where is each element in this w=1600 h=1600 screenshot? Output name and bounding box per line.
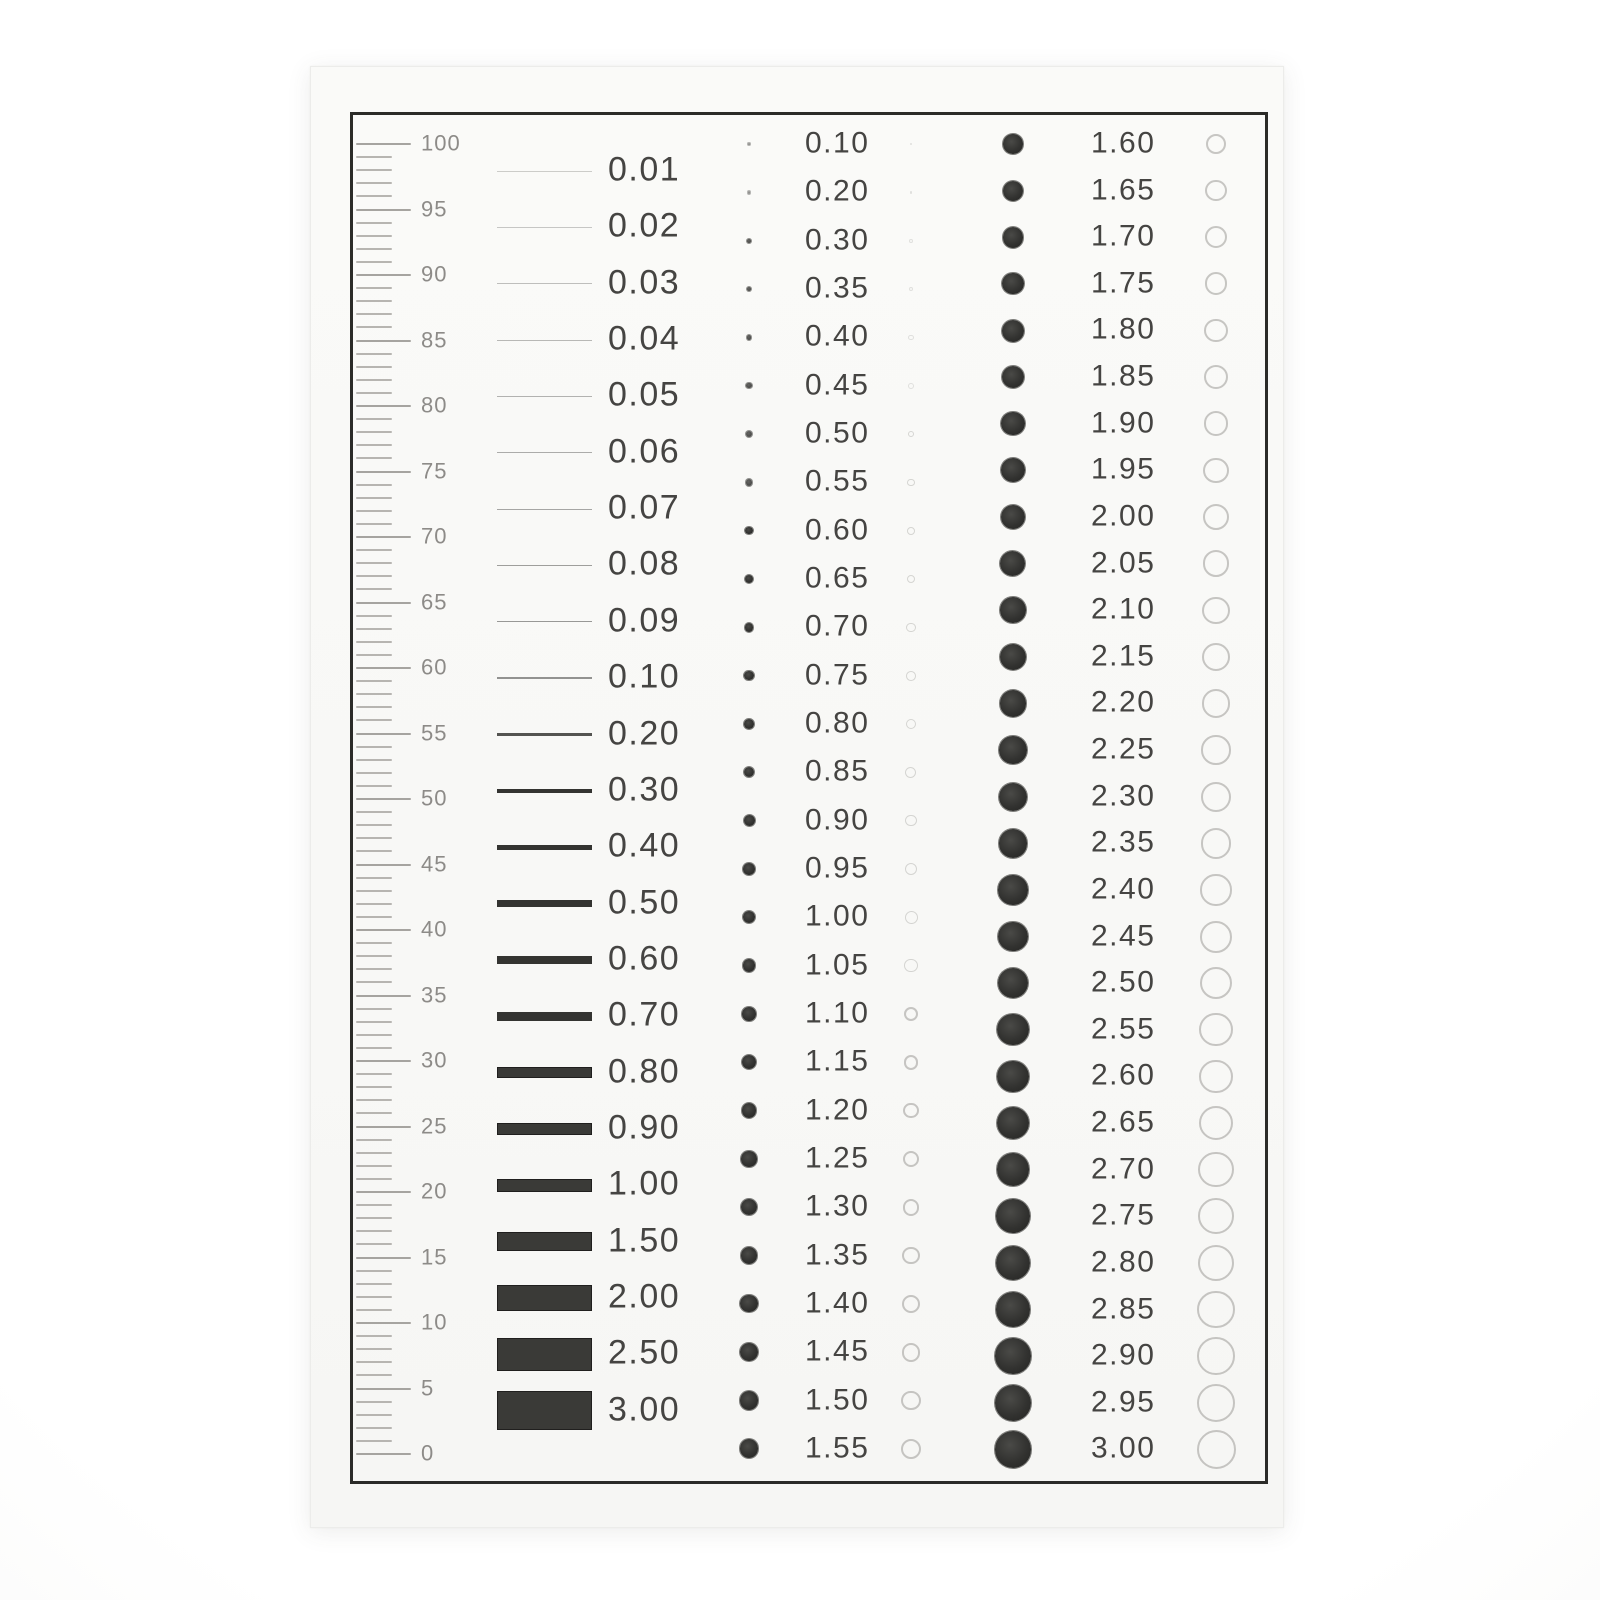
dot-size-label: 2.50 [1091,965,1156,999]
dot-size-label: 0.90 [805,802,870,836]
circle-outline-sample [1197,1384,1235,1422]
dot-size-label: 0.45 [805,367,870,401]
dot-size-label: 2.95 [1091,1385,1156,1419]
dot-size-label: 0.75 [805,657,870,691]
circle-outline-sample [1205,180,1226,201]
dot-size-label: 2.75 [1091,1198,1156,1232]
line-width-label: 0.01 [608,150,681,189]
circle-outline-sample [1200,874,1231,905]
ruler-label: 45 [421,850,448,876]
circle-outline-sample [1203,458,1228,483]
line-width-label: 0.02 [608,207,681,246]
circle-outline-sample [1197,1430,1236,1469]
ruler-label: 80 [421,392,448,418]
dot-size-label: 1.45 [805,1334,870,1368]
dot-size-label: 1.20 [805,1092,870,1126]
line-width-label: 0.06 [608,432,681,471]
circle-outline-sample [1205,226,1227,248]
dot-sample [997,1061,1029,1093]
dot-sample [1000,597,1026,623]
ruler-label: 30 [421,1047,448,1073]
dot-size-label: 1.25 [805,1141,870,1175]
line-width-label: 0.40 [608,826,681,865]
circle-outline-sample [1202,597,1229,624]
dot-sample [999,736,1026,763]
dot-sample [996,1246,1030,1280]
line-width-label: 1.50 [608,1221,681,1260]
dot-sample [1003,181,1023,201]
ruler-label: 35 [421,981,448,1007]
dot-size-label: 1.60 [1091,126,1156,160]
dot-size-label: 0.70 [805,609,870,643]
dot-size-label: 2.05 [1091,545,1156,579]
line-width-label: 3.00 [608,1390,681,1429]
dot-size-label: 0.80 [805,706,870,740]
circle-outline-sample [1197,1291,1234,1328]
ruler-label: 40 [421,916,448,942]
dot-size-label: 1.55 [805,1431,870,1465]
line-width-label: 0.07 [608,488,681,527]
circle-outline-sample [1199,1106,1233,1140]
dot-sample [997,1014,1028,1045]
line-width-label: 0.10 [608,657,681,696]
dot-sample [1001,505,1025,529]
dot-size-label: 0.20 [805,174,870,208]
dot-sample [995,1338,1030,1373]
circle-outline-sample [1204,365,1228,389]
dot-sample [998,968,1029,999]
dot-sample [1000,690,1027,717]
dot-size-label: 2.60 [1091,1058,1156,1092]
ruler-label: 50 [421,785,448,811]
dot-size-label: 0.35 [805,271,870,305]
ruler-label: 25 [421,1112,448,1138]
dot-size-label: 2.20 [1091,685,1156,719]
dot-sample [1001,458,1025,482]
ruler-label: 65 [421,588,448,614]
circle-outline-sample [1200,967,1233,1000]
dot-size-label: 1.95 [1091,452,1156,486]
line-width-label: 2.00 [608,1277,681,1316]
line-width-label: 2.50 [608,1334,681,1373]
circle-outline-sample [1197,1337,1235,1375]
ruler-label: 0 [421,1440,435,1466]
dot-size-label: 2.35 [1091,825,1156,859]
dot-size-label: 2.40 [1091,872,1156,906]
dot-sample [996,1292,1031,1327]
dot-size-label: 1.80 [1091,312,1156,346]
dot-size-label: 2.15 [1091,639,1156,673]
line-width-label: 0.04 [608,319,681,358]
line-width-label: 0.50 [608,883,681,922]
dot-size-label: 0.40 [805,319,870,353]
dot-size-label: 1.00 [805,899,870,933]
dot-column-large [311,67,1283,1527]
dot-sample [1000,644,1026,670]
dot-size-label: 0.95 [805,851,870,885]
dot-sample [998,922,1028,952]
ruler-label: 55 [421,719,448,745]
circle-outline-sample [1198,1198,1234,1234]
dot-sample [1003,227,1024,248]
dot-sample [1002,273,1023,294]
ruler-label: 10 [421,1309,448,1335]
dot-sample [995,1385,1031,1421]
line-width-label: 0.05 [608,376,681,415]
ruler-label: 90 [421,261,448,287]
circle-outline-sample [1199,1013,1232,1046]
dot-sample [1000,551,1025,576]
dot-size-label: 0.10 [805,126,870,160]
ruler-label: 60 [421,654,448,680]
dot-size-label: 2.80 [1091,1245,1156,1279]
line-width-label: 0.60 [608,939,681,978]
line-width-label: 1.00 [608,1165,681,1204]
circle-outline-sample [1206,134,1227,155]
ruler-label: 95 [421,195,448,221]
dot-sample [998,875,1027,904]
circle-outline-sample [1201,828,1232,859]
ruler-label: 85 [421,326,448,352]
dot-size-label: 1.85 [1091,359,1156,393]
dot-size-label: 0.50 [805,416,870,450]
line-width-label: 0.03 [608,263,681,302]
ruler-label: 75 [421,457,448,483]
dot-size-label: 2.10 [1091,592,1156,626]
dot-sample [995,1431,1032,1468]
ruler-label: 70 [421,523,448,549]
line-width-label: 0.70 [608,995,681,1034]
dot-size-label: 2.65 [1091,1105,1156,1139]
dot-size-label: 2.45 [1091,918,1156,952]
dot-sample [999,829,1028,858]
dot-sample [1002,366,1025,389]
dot-size-label: 2.00 [1091,499,1156,533]
circle-outline-sample [1199,1060,1233,1094]
dot-size-label: 1.10 [805,996,870,1030]
dot-sample [997,1107,1029,1139]
dot-sample [996,1199,1030,1233]
dot-size-label: 1.50 [805,1382,870,1416]
dot-size-label: 1.40 [805,1286,870,1320]
dot-size-label: 3.00 [1091,1431,1156,1465]
circle-outline-sample [1204,319,1227,342]
dot-size-label: 2.30 [1091,778,1156,812]
dot-size-label: 0.60 [805,512,870,546]
dot-size-label: 1.65 [1091,172,1156,206]
ruler-label: 20 [421,1178,448,1204]
circle-outline-sample [1205,272,1228,295]
line-width-label: 0.90 [608,1108,681,1147]
circle-outline-sample [1202,643,1230,671]
circle-outline-sample [1198,1152,1233,1187]
dot-size-label: 2.25 [1091,732,1156,766]
ruler-label: 100 [421,130,461,156]
dot-size-label: 1.30 [805,1189,870,1223]
line-width-label: 0.08 [608,545,681,584]
dot-size-label: 2.70 [1091,1151,1156,1185]
circle-outline-sample [1198,1245,1234,1281]
dot-sample [997,1153,1030,1186]
dot-sample [1002,320,1024,342]
line-width-label: 0.20 [608,714,681,753]
dot-sample [1001,412,1024,435]
dot-size-label: 2.90 [1091,1338,1156,1372]
circle-outline-sample [1202,689,1231,718]
circle-outline-sample [1201,782,1231,812]
dot-size-label: 0.85 [805,754,870,788]
line-width-label: 0.80 [608,1052,681,1091]
dot-size-label: 2.55 [1091,1012,1156,1046]
dot-sample [999,783,1027,811]
circle-outline-sample [1204,411,1229,436]
dot-size-label: 1.90 [1091,406,1156,440]
circle-outline-sample [1201,735,1230,764]
ruler-label: 5 [421,1374,435,1400]
dot-size-label: 1.05 [805,947,870,981]
gauge-card [310,66,1284,1528]
dot-size-label: 1.35 [805,1237,870,1271]
circle-outline-sample [1203,550,1230,577]
line-width-label: 0.30 [608,770,681,809]
dot-size-label: 0.55 [805,464,870,498]
circle-outline-sample [1203,504,1229,530]
dot-size-label: 0.65 [805,561,870,595]
line-width-label: 0.09 [608,601,681,640]
circle-outline-sample [1200,921,1232,953]
dot-size-label: 2.85 [1091,1291,1156,1325]
dot-size-label: 1.75 [1091,266,1156,300]
ruler-label: 15 [421,1243,448,1269]
dot-size-label: 1.70 [1091,219,1156,253]
dot-sample [1003,134,1023,154]
dot-size-label: 0.30 [805,222,870,256]
dot-size-label: 1.15 [805,1044,870,1078]
